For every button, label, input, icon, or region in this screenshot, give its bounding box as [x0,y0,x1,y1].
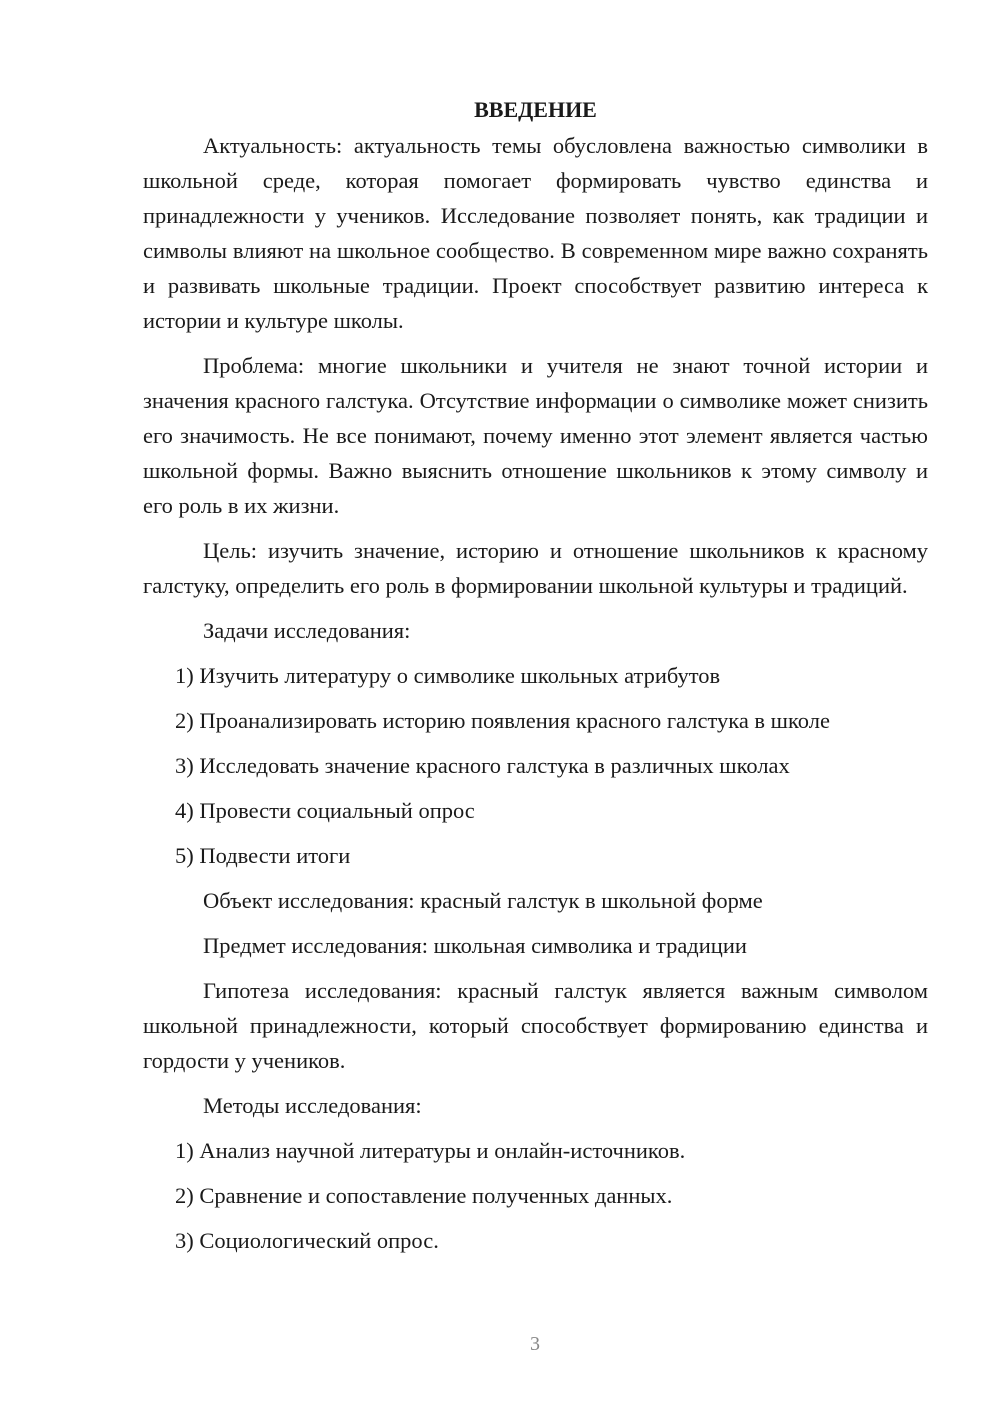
task-item: 5) Подвести итоги [175,843,351,868]
spacer [143,963,928,973]
spacer [143,783,928,793]
spacer [143,648,928,658]
spacer [143,918,928,928]
spacer [143,603,928,613]
spacer [143,1078,928,1088]
page-number: 3 [530,1333,540,1355]
spacer [143,338,928,348]
paragraph-problem: Проблема: многие школьники и учителя не знают точной истории и значения красного галстука. Отсутствие информации о символике может снизить его значимость. Не все понимают, почему именно этот элемент является частью школьной формы. Важно выяснить отношение школьников к этому символу и его роль в их жизни. [143,353,928,518]
document-page [143,92,928,1258]
methods-heading: Методы исследования: [203,1093,422,1118]
paragraph-goal: Цель: изучить значение, историю и отношение школьников к красному галстуку, определить его роль в формировании школьной культуры и традиций. [143,538,928,598]
task-item: 4) Провести социальный опрос [175,798,475,823]
research-object: Объект исследования: красный галстук в школьной форме [203,888,763,913]
spacer [143,693,928,703]
method-item: 3) Социологический опрос. [175,1228,439,1253]
spacer [143,738,928,748]
spacer [143,1213,928,1223]
spacer [143,1123,928,1133]
method-item: 2) Сравнение и сопоставление полученных данных. [175,1183,673,1208]
spacer [143,828,928,838]
task-item: 2) Проанализировать историю появления красного галстука в школе [175,708,830,733]
task-item: 1) Изучить литературу о символике школьных атрибутов [175,663,721,688]
spacer [143,873,928,883]
research-subject: Предмет исследования: школьная символика и традиции [203,933,747,958]
tasks-heading: Задачи исследования: [203,618,411,643]
paragraph-relevance: Актуальность: актуальность темы обусловлена важностью символики в школьной среде, которая помогает формировать чувство единства и принадлежности у учеников. Исследование позволяет понять, как традиции и символы влияют на школьное сообщество. В современном мире важно сохранять и развивать школьные традиции. Проект способствует развитию интереса к истории и культуре школы. [143,133,928,333]
paragraph-hypothesis: Гипотеза исследования: красный галстук является важным символом школьной принадлежности, который способствует формированию единства и гордости у учеников. [143,978,928,1073]
task-item: 3) Исследовать значение красного галстука в различных школах [175,753,790,778]
spacer [143,1168,928,1178]
spacer [143,523,928,533]
page-title: ВВЕДЕНИЕ [474,97,597,122]
method-item: 1) Анализ научной литературы и онлайн-источников. [175,1138,686,1163]
